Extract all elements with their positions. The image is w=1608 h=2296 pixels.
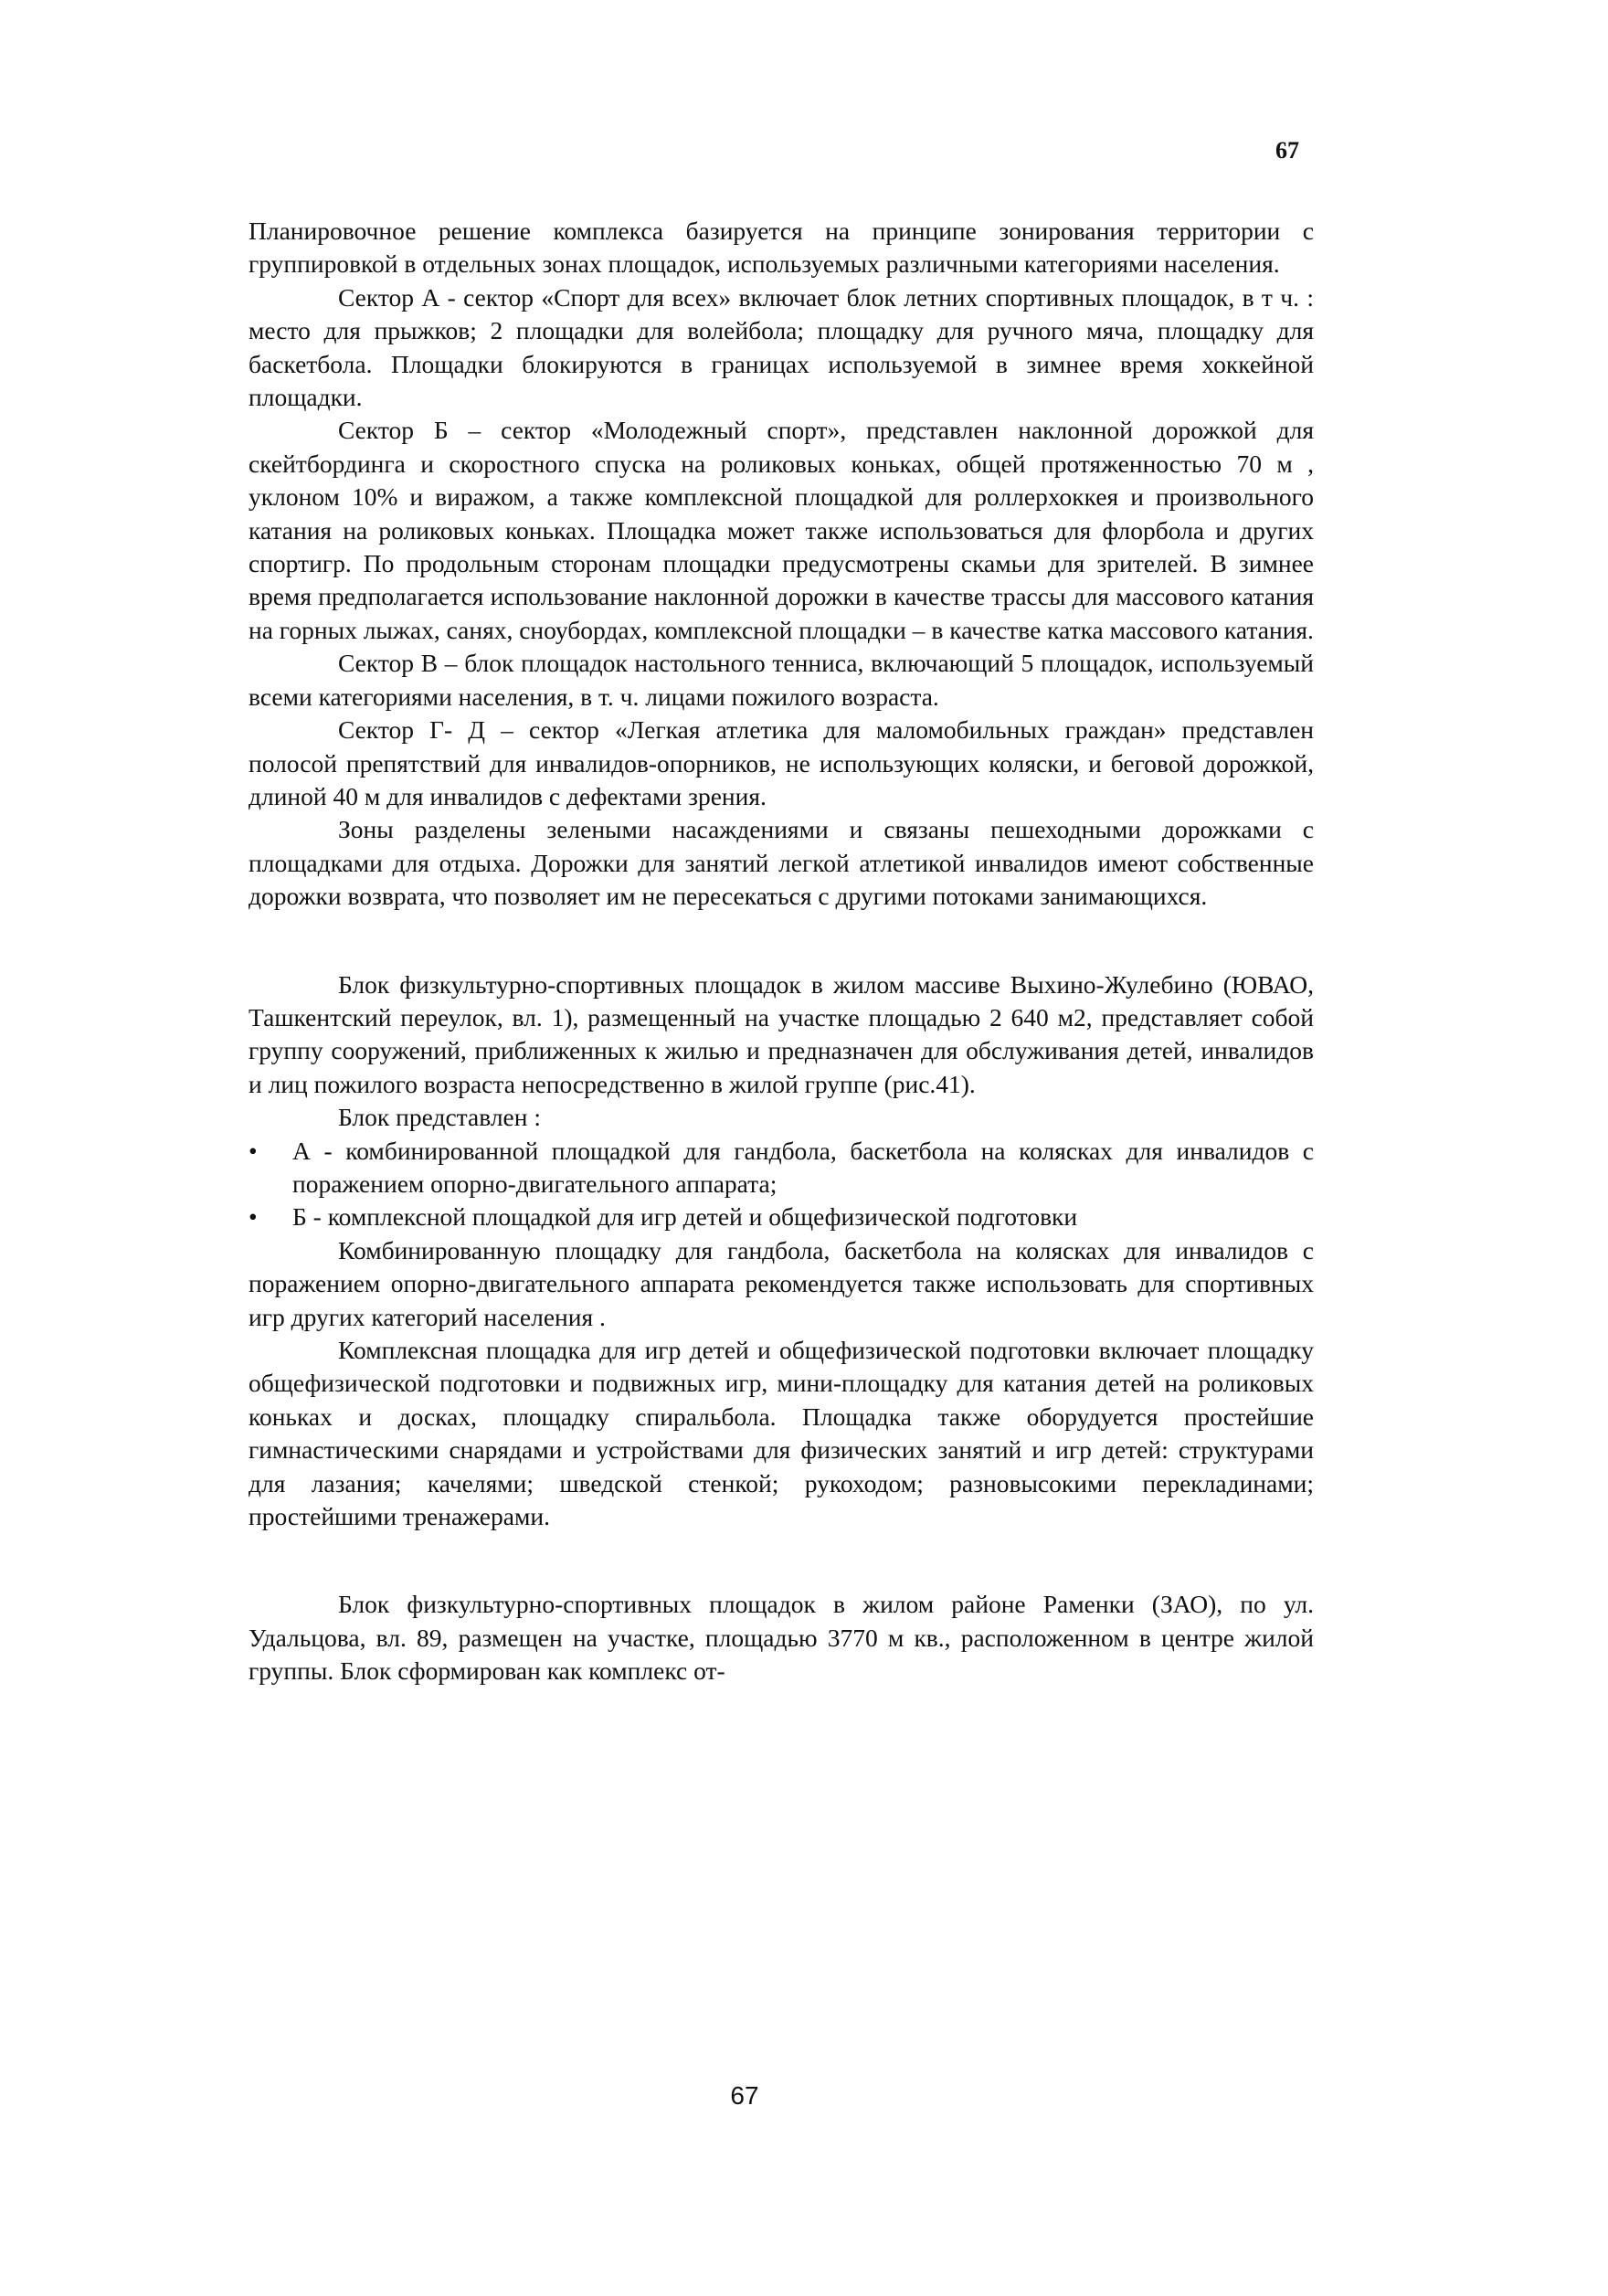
paragraph-sector-b: Сектор Б – сектор «Молодежный спорт», представлен наклонной дорожкой для скейтбординга и скоростного спуска на роликовых коньках, общей протяженностью 70 м , уклоном 10% и виражом, а также комплексной площадкой для роллерхоккея и произвольного катания на роликовых коньках. Площадка может также использоваться для флорбола и других спортигр. По продольным сторонам площадки предусмотрены скамьи для зрителей. В зимнее время предполагается использование наклонной дорожки в качестве трассы для массового катания на горных лыжах, санях, сноубордах, комплексной площадки – в качестве катка массового катания.	[249, 416, 1314, 644]
bullet-item	[249, 1201, 1314, 1233]
paragraph-sector-v: Сектор В – блок площадок настольного тенниса, включающий 5 площадок, используемый всеми категориями населения, в т. ч. лицами пожилого возраста.	[249, 649, 1314, 711]
bullet-text: А - комбинированной площадкой для гандбола, баскетбола на колясках для инвалидов с поражением опорно-двигательного аппарата;	[292, 1136, 1314, 1198]
bullet-text: Б - комплексной площадкой для игр детей и общефизической подготовки	[292, 1202, 1078, 1232]
page-number-top: 67	[1275, 137, 1299, 164]
paragraph-zones: Зоны разделены зелеными насаждениями и связаны пешеходными дорожками с площадками для отдыха. Дорожки для занятий легкой атлетикой инвалидов имеют собственные дорожки возврата, что позволяет им не пересекаться с другими потоками занимающихся.	[249, 815, 1314, 911]
paragraph-block-ramenki: Блок физкультурно-спортивных площадок в жилом районе Раменки (ЗАО), по ул. Удальцова, вл. 89, размещен на участке, площадью 3770 м кв., расположенном в центре жилой группы. Блок сформирован как комплекс от-	[249, 1590, 1314, 1686]
paragraph-complex-court: Комплексная площадка для игр детей и общефизической подготовки включает площадку общефизической подготовки и подвижных игр, мини-площадку для катания детей на роликовых коньках и досках, площадку спиральбола. Площадка также оборудуется простейшие гимнастическими снарядами и устройствами для физических занятий и игр детей: структурами для лазания; качелями; шведской стенкой; рукоходом; разновысокими перекладинами; простейшими тренажерами.	[249, 1336, 1314, 1531]
paragraph-zoning: Планировочное решение комплекса базируется на принципе зонирования территории с группировкой в отдельных зонах площадок, используемых различными категориями населения.	[249, 217, 1314, 279]
document-body	[249, 215, 1314, 1688]
page-number-bottom: 67	[730, 2081, 759, 2110]
paragraph-sector-a: Сектор А - сектор «Спорт для всех» включает блок летних спортивных площадок, в т ч. : место для прыжков; 2 площадки для волейбола; площадку для ручного мяча, площадку для баскетбола. Площадки блокируются в границах используемой в зимнее время хоккейной площадки.	[249, 282, 1314, 412]
paragraph-block-intro: Блок представлен :	[338, 1103, 541, 1132]
paragraph-block-vykhino: Блок физкультурно-спортивных площадок в жилом массиве Выхино-Жулебино (ЮВАО, Ташкентский переулок, вл. 1), размещенный на участке площадью 2 640 м2, представляет собой группу сооружений, приближенных к жилью и предназначен для обслуживания детей, инвалидов и лиц пожилого возраста непосредственно в жилой группе (рис.41).	[249, 969, 1314, 1098]
paragraph-sector-g-d: Сектор Г- Д – сектор «Легкая атлетика для маломобильных граждан» представлен полосой препятствий для инвалидов-опорников, не использующих коляски, и беговой дорожкой, длиной 40 м для инвалидов с дефектами зрения.	[249, 715, 1314, 810]
bullet-marker: •	[249, 1136, 258, 1165]
bullet-list	[249, 1135, 1314, 1234]
paragraph-combined-court: Комбинированную площадку для гандбола, баскетбола на колясках для инвалидов с поражением опорно-двигательного аппарата рекомендуется также использовать для спортивных игр других категорий населения .	[249, 1235, 1314, 1331]
bullet-marker: •	[249, 1202, 258, 1232]
bullet-item	[249, 1135, 1314, 1201]
